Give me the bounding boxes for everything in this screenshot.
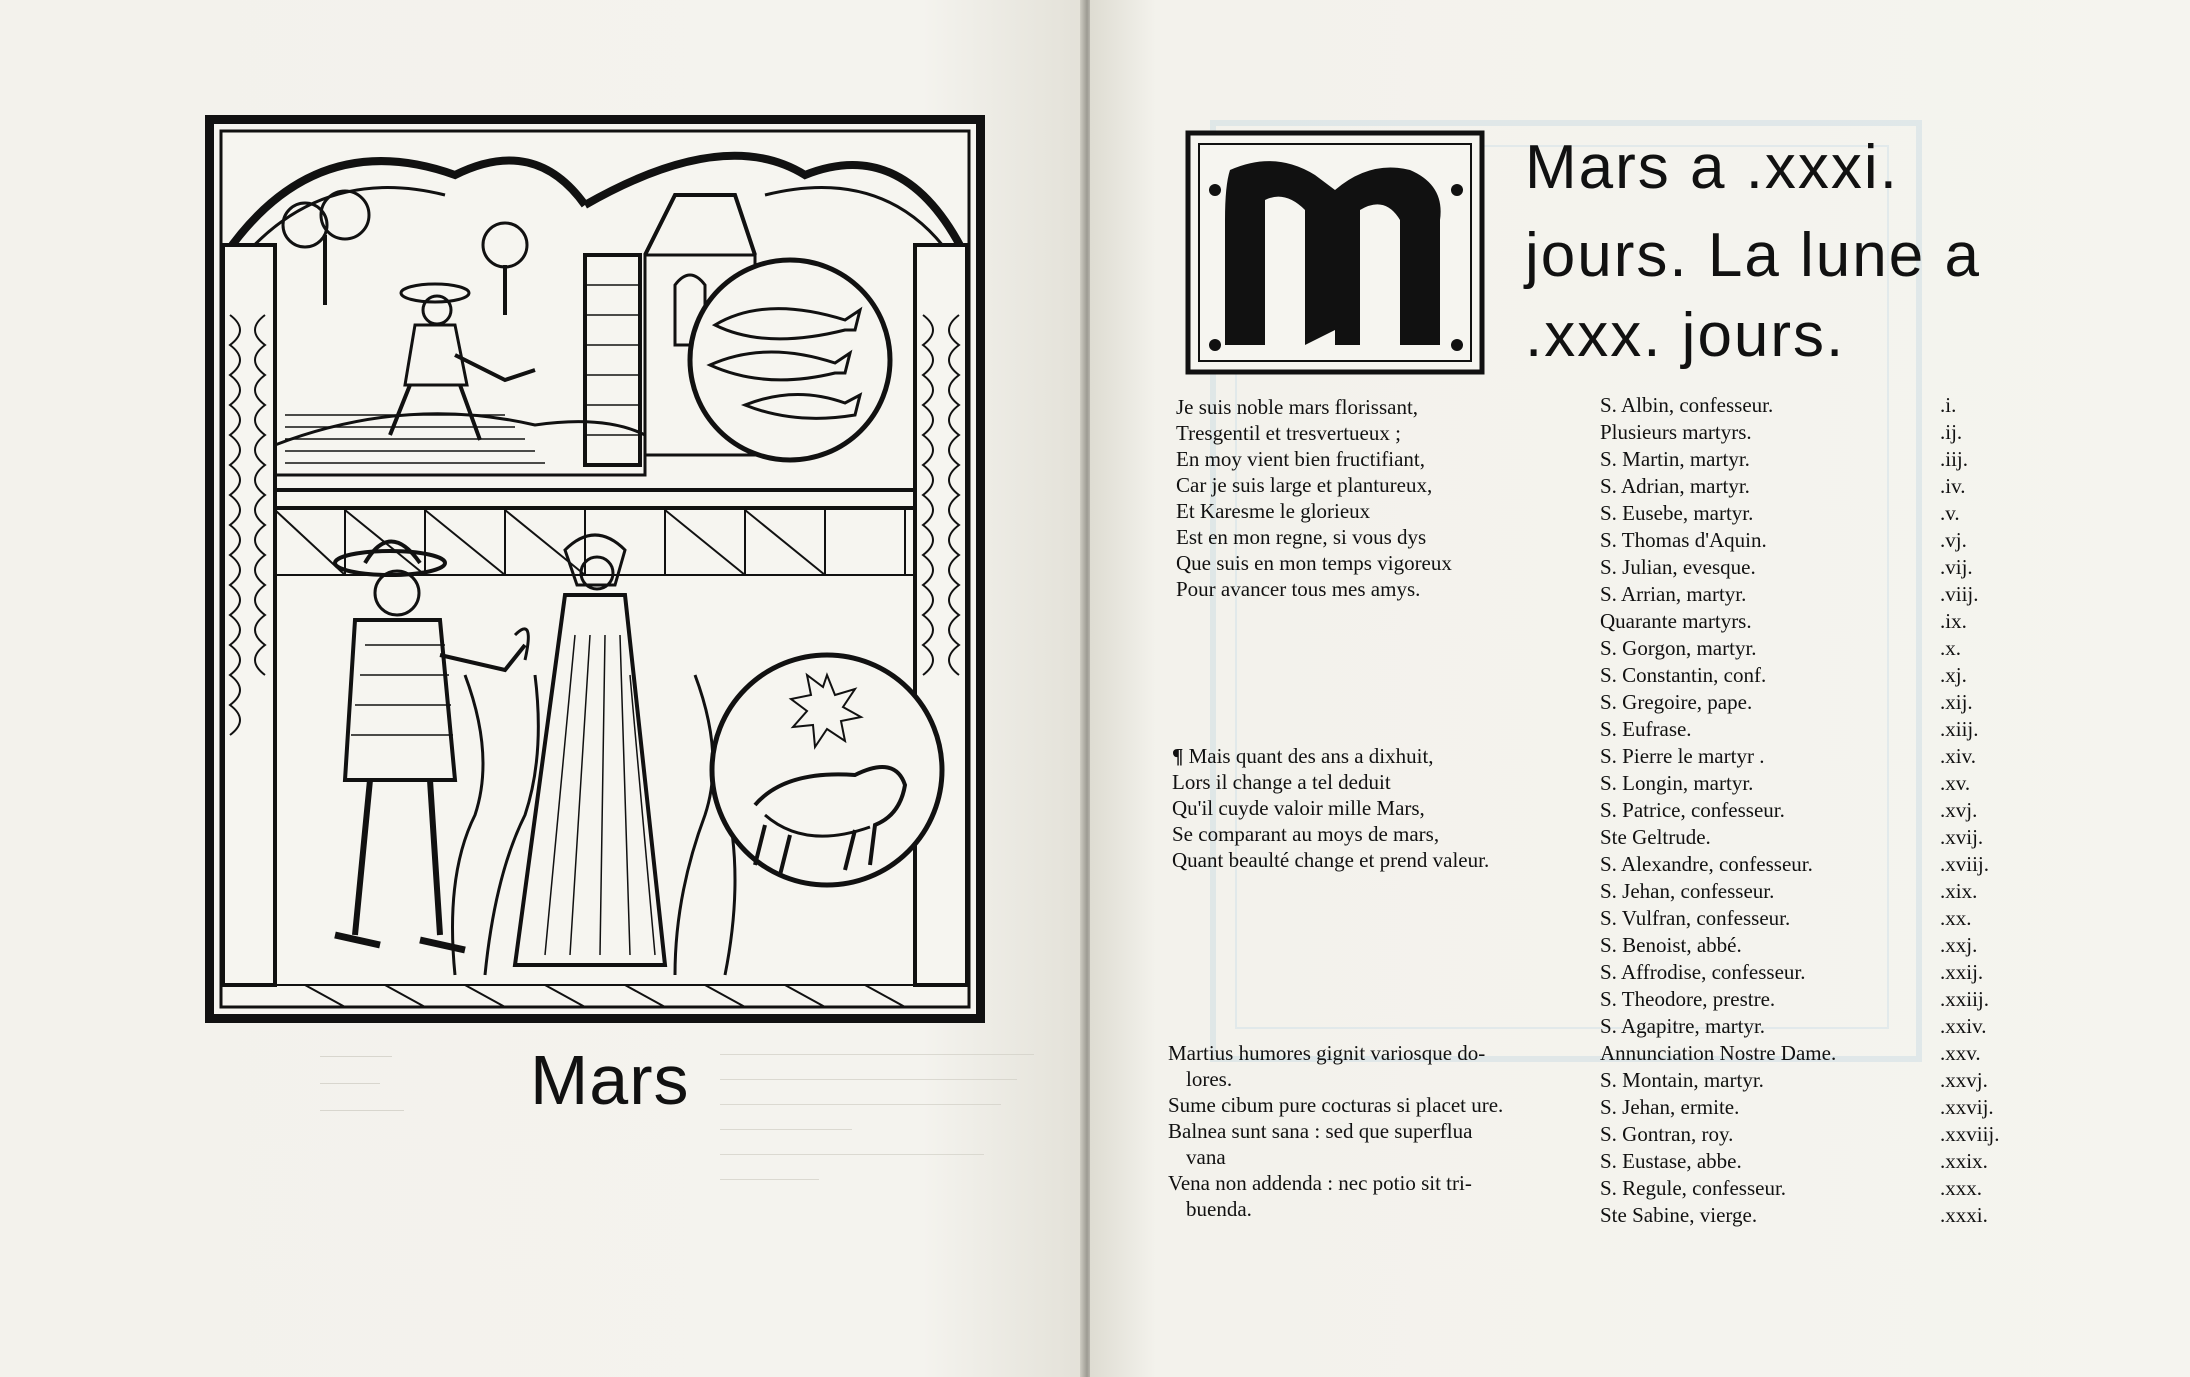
saint-name: S. Adrian, martyr. xyxy=(1600,474,1750,498)
saint-name: Annunciation Nostre Dame. xyxy=(1600,1041,1837,1065)
latin-verse-line: buenda. xyxy=(1186,1197,1252,1221)
saint-row xyxy=(1600,689,1990,716)
poem-line: Et Karesme le glorieux xyxy=(1176,499,1371,523)
saint-name: S. Longin, martyr. xyxy=(1600,771,1754,795)
day-number: .iv. xyxy=(1940,474,1966,498)
day-number: .xxxi. xyxy=(1940,1203,1988,1227)
saint-row xyxy=(1600,662,1990,689)
poem-line: En moy vient bien fructifiant, xyxy=(1176,447,1426,471)
saint-name: S. Eufrase. xyxy=(1600,717,1692,741)
day-number: .xvij. xyxy=(1940,825,1984,849)
saint-row xyxy=(1600,824,1990,851)
day-number: .xxviij. xyxy=(1940,1122,2000,1146)
day-number: .xix. xyxy=(1940,879,1978,903)
saint-row xyxy=(1600,1202,1990,1229)
saint-row xyxy=(1600,716,1990,743)
day-number: .i. xyxy=(1940,393,1957,417)
saint-row xyxy=(1600,743,1990,770)
saint-row xyxy=(1600,770,1990,797)
poem-line: Mais quant des ans a dixhuit, xyxy=(1188,744,1434,768)
bleed-through-left xyxy=(320,1030,440,1120)
day-number: .xvj. xyxy=(1940,798,1978,822)
saint-name: S. Eusebe, martyr. xyxy=(1600,501,1754,525)
saint-name: Quarante martyrs. xyxy=(1600,609,1752,633)
decorated-initial-m xyxy=(1185,130,1485,375)
heading-line-2: jours. La lune a xyxy=(1525,221,1981,290)
day-number: .iij. xyxy=(1940,447,1969,471)
saint-row xyxy=(1600,1067,1990,1094)
saint-name: S. Agapitre, martyr. xyxy=(1600,1014,1766,1038)
day-number: .xv. xyxy=(1940,771,1971,795)
day-number: .xxvj. xyxy=(1940,1068,1988,1092)
day-number: .xxx. xyxy=(1940,1176,1982,1200)
saint-row xyxy=(1600,851,1990,878)
poem-line: Que suis en mon temps vigoreux xyxy=(1176,551,1452,575)
saint-name: S. Regule, confesseur. xyxy=(1600,1176,1787,1200)
french-poem-2 xyxy=(1172,743,1489,873)
saint-row xyxy=(1600,1148,1990,1175)
poem-line: Pour avancer tous mes amys. xyxy=(1176,577,1421,601)
saint-name: S. Montain, martyr. xyxy=(1600,1068,1764,1092)
saint-row xyxy=(1600,554,1990,581)
bleed-through-left-2 xyxy=(720,1030,1050,1210)
latin-verse-line: Balnea sunt sana : sed que superflua xyxy=(1168,1119,1473,1143)
march-woodcut-illustration xyxy=(205,115,985,1023)
saint-name: S. Thomas d'Aquin. xyxy=(1600,528,1767,552)
saint-row xyxy=(1600,959,1990,986)
day-number: .xxij. xyxy=(1940,960,1984,984)
saint-row xyxy=(1600,446,1990,473)
day-number: .xxvij. xyxy=(1940,1095,1994,1119)
latin-verse-line: Martius humores gignit variosque do- xyxy=(1168,1041,1486,1065)
saint-name: S. Arrian, martyr. xyxy=(1600,582,1747,606)
saint-row xyxy=(1600,905,1990,932)
day-number: .xxv. xyxy=(1940,1041,1981,1065)
saint-row xyxy=(1600,635,1990,662)
saint-row xyxy=(1600,932,1990,959)
poem-line: Je suis noble mars florissant, xyxy=(1176,395,1419,419)
saint-name: S. Pierre le martyr . xyxy=(1600,744,1765,768)
saint-row xyxy=(1600,527,1990,554)
day-number: .xxiv. xyxy=(1940,1014,1987,1038)
saint-name: Ste Sabine, vierge. xyxy=(1600,1203,1758,1227)
day-number: .ix. xyxy=(1940,609,1967,633)
day-number: .x. xyxy=(1940,636,1961,660)
saint-name: S. Constantin, conf. xyxy=(1600,663,1767,687)
saint-row xyxy=(1600,473,1990,500)
poem-line: Qu'il cuyde valoir mille Mars, xyxy=(1172,796,1425,820)
saint-name: S. Jehan, ermite. xyxy=(1600,1095,1740,1119)
poem-line: Car je suis large et plantureux, xyxy=(1176,473,1433,497)
saint-name: S. Albin, confesseur. xyxy=(1600,393,1774,417)
latin-verse-line: lores. xyxy=(1186,1067,1233,1091)
saint-name: Plusieurs martyrs. xyxy=(1600,420,1752,444)
day-number: .xj. xyxy=(1940,663,1967,687)
day-number: .vj. xyxy=(1940,528,1967,552)
latin-verse xyxy=(1168,1040,1503,1222)
day-number: .v. xyxy=(1940,501,1960,525)
day-number: .xiv. xyxy=(1940,744,1976,768)
day-number: .xviij. xyxy=(1940,852,1990,876)
saint-row xyxy=(1600,392,1990,419)
saint-name: S. Gregoire, pape. xyxy=(1600,690,1753,714)
saint-row xyxy=(1600,986,1990,1013)
poem-line: Se comparant au moys de mars, xyxy=(1172,822,1440,846)
day-number: .xxix. xyxy=(1940,1149,1988,1173)
saint-row xyxy=(1600,419,1990,446)
saint-name: S. Affrodise, confesseur. xyxy=(1600,960,1806,984)
saint-row xyxy=(1600,1121,2000,1148)
saint-row xyxy=(1600,1040,1990,1067)
day-number: .ij. xyxy=(1940,420,1963,444)
saint-name: S. Alexandre, confesseur. xyxy=(1600,852,1813,876)
saint-name: Ste Geltrude. xyxy=(1600,825,1711,849)
poem-line: Tresgentil et tresvertueux ; xyxy=(1176,421,1401,445)
poem-line: Quant beaulté change et prend valeur. xyxy=(1172,848,1490,872)
saint-row xyxy=(1600,878,1990,905)
saint-row xyxy=(1600,608,1990,635)
saint-name: S. Julian, evesque. xyxy=(1600,555,1756,579)
saint-row xyxy=(1600,1175,1990,1202)
heading-line-1: Mars a .xxxi. xyxy=(1525,133,1899,202)
day-number: .xij. xyxy=(1940,690,1973,714)
saint-row xyxy=(1600,581,1990,608)
saint-name: S. Gontran, roy. xyxy=(1600,1122,1734,1146)
saint-row xyxy=(1600,797,1990,824)
saint-name: S. Vulfran, confesseur. xyxy=(1600,906,1791,930)
saint-name: S. Theodore, prestre. xyxy=(1600,987,1776,1011)
saints-calendar-list xyxy=(1600,392,2000,1229)
day-number: .vij. xyxy=(1940,555,1973,579)
poem-line: Lors il change a tel deduit xyxy=(1172,770,1391,794)
saint-name: S. Eustase, abbe. xyxy=(1600,1149,1742,1173)
saint-row xyxy=(1600,1013,1990,1040)
saint-row xyxy=(1600,1094,1994,1121)
latin-verse-line: Sume cibum pure cocturas si placet ure. xyxy=(1168,1093,1504,1117)
saint-name: S. Benoist, abbé. xyxy=(1600,933,1742,957)
saint-name: S. Patrice, confesseur. xyxy=(1600,798,1785,822)
day-number: .xx. xyxy=(1940,906,1972,930)
month-title: Mars xyxy=(530,1041,690,1119)
day-number: .xiij. xyxy=(1940,717,1979,741)
saint-row xyxy=(1600,500,1990,527)
latin-verse-line: vana xyxy=(1186,1145,1226,1169)
poem-line: Est en mon regne, si vous dys xyxy=(1176,525,1427,549)
saint-name: S. Gorgon, martyr. xyxy=(1600,636,1757,660)
day-number: .viij. xyxy=(1940,582,1979,606)
paragraph-mark: ¶ xyxy=(1172,744,1184,768)
day-number: .xxj. xyxy=(1940,933,1978,957)
saint-name: S. Jehan, confesseur. xyxy=(1600,879,1775,903)
heading-line-3: .xxx. jours. xyxy=(1525,301,1846,370)
latin-verse-line: Vena non addenda : nec potio sit tri- xyxy=(1168,1171,1472,1195)
saint-name: S. Martin, martyr. xyxy=(1600,447,1750,471)
french-poem-1 xyxy=(1176,394,1452,602)
day-number: .xxiij. xyxy=(1940,987,1990,1011)
